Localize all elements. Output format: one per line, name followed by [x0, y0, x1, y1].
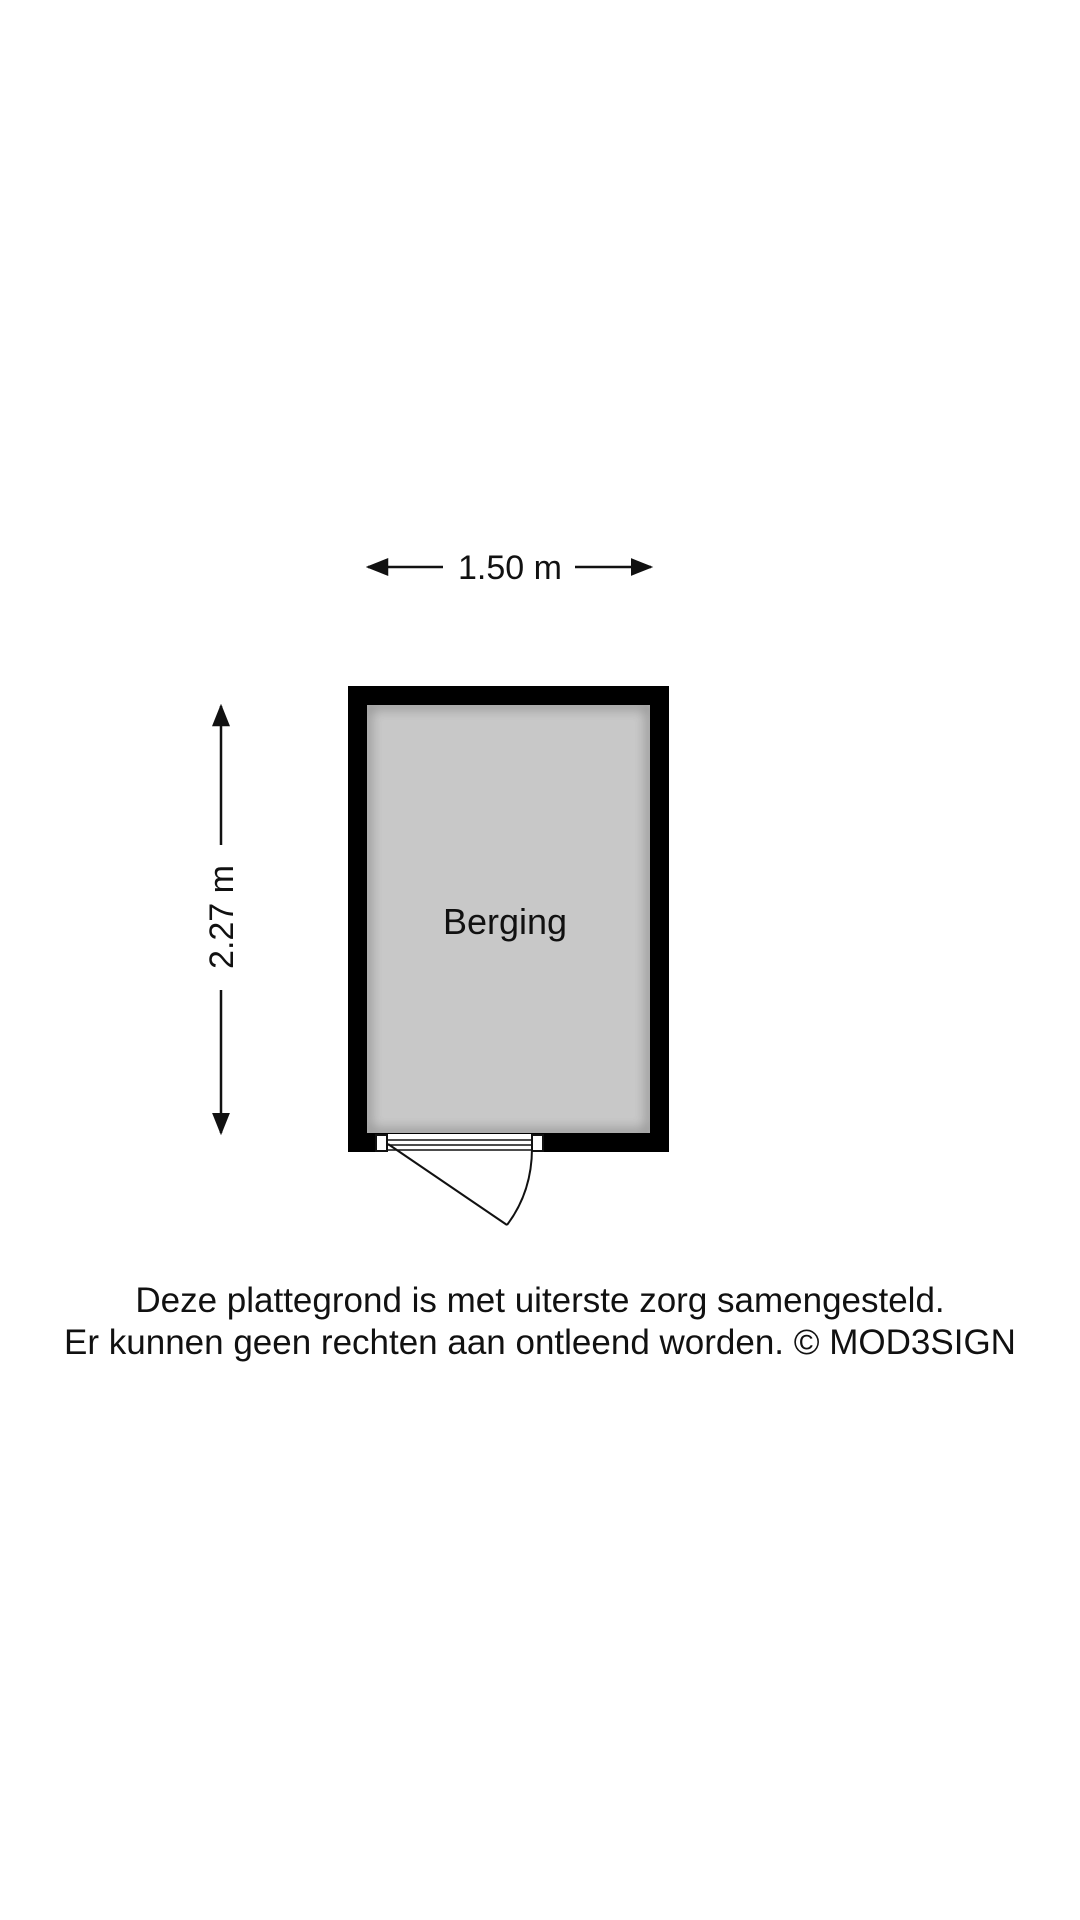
room-label: Berging: [442, 901, 568, 942]
width-dimension-label: 1.50 m: [458, 549, 562, 587]
disclaimer-line-1: Deze plattegrond is met uiterste zorg samengesteld.: [135, 1281, 945, 1320]
door-jamb-left: [376, 1135, 387, 1151]
door-swing-arc: [507, 1148, 532, 1225]
room-berging: [348, 686, 669, 1152]
door-leaf: [388, 1144, 507, 1225]
disclaimer: [0, 1280, 1080, 1364]
door-swing-icon: [376, 1134, 543, 1225]
door-jamb-right: [532, 1135, 543, 1151]
disclaimer-line-2: Er kunnen geen rechten aan ontleend worden. © MOD3SIGN: [64, 1323, 1016, 1362]
width-dimension: [368, 549, 651, 587]
height-dimension: [203, 706, 241, 1133]
height-dimension-label: 2.27 m: [203, 865, 241, 969]
